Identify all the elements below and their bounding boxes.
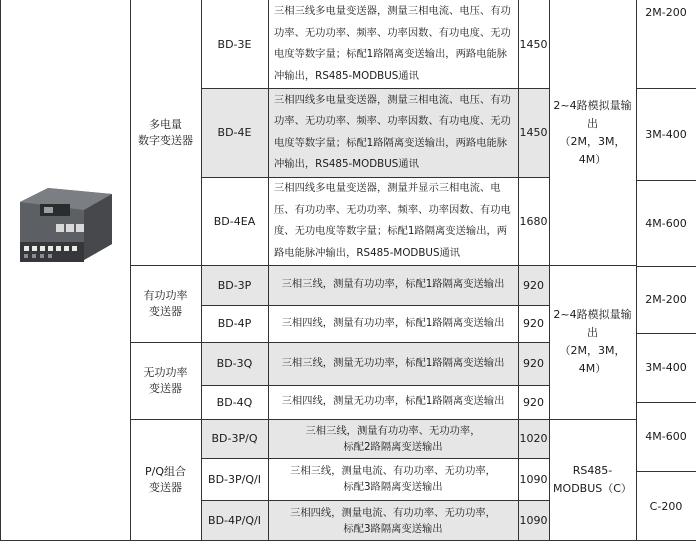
model-bd-3e: BD-3E	[217, 37, 252, 51]
option-4m-600-b: 4M-600	[645, 430, 687, 443]
model-bd-4p: BD-4P	[217, 317, 252, 330]
option-2m-200-a: 2M-200	[645, 5, 687, 19]
transmitter-device-image	[14, 180, 118, 276]
desc-bd-4pqi: 三相四线，测量电流、有功功率、无功功率， 标配3路隔离变送输出	[268, 500, 518, 541]
price-bd-3q: 920	[518, 342, 549, 385]
price-bd-4pqi: 1090	[518, 500, 549, 541]
output-type-analog-power: 2~4路模拟量输出 （2M，3M，4M）	[553, 308, 632, 375]
category-pq-combined: P/Q组合 变送器	[145, 465, 186, 494]
output-type-analog: 2~4路模拟量输出 （2M，3M，4M）	[553, 98, 632, 166]
option-3m-400-a: 3M-400	[645, 127, 687, 141]
option-2m-200-b: 2M-200	[645, 293, 687, 306]
model-bd-3pqi: BD-3P/Q/I	[208, 472, 261, 486]
price-bd-4ea: 1680	[519, 214, 548, 228]
price-bd-4q: 920	[523, 395, 544, 409]
category-multi-parameter: 多电量 数字变送器	[138, 117, 193, 147]
model-bd-4ea: BD-4EA	[213, 214, 256, 228]
desc-bd-3pq: 三相三线，测量有功功率、无功功率， 标配2路隔离变送输出	[268, 419, 518, 458]
model-bd-4pqi: BD-4P/Q/I	[201, 500, 268, 541]
output-type-rs485: RS485- MODBUS（C）	[553, 464, 632, 495]
desc-bd-4p: 三相四线，测量有功功率，标配1路隔离变送输出	[281, 316, 505, 329]
desc-bd-4q: 三相四线，测量无功功率，标配1路隔离变送输出	[281, 395, 505, 408]
desc-bd-4ea: 三相四线多电量变送器，测量并显示三相电流、电压、有功功率、无功功率、频率、功率因数、有功电度、无功电度等数字量；标配1路隔离变送输出，两路电能脉冲输出，RS485-MODBUS通讯	[274, 182, 511, 259]
model-bd-4q: BD-4Q	[216, 395, 253, 409]
desc-bd-4e: 三相四线多电量变送器，测量三相电流、电压、有功功率、无功功率、频率、功率因数、有功电度、无功电度等数字量；标配1路隔离变送输出，两路电能脉冲输出，RS485-MODBUS通讯	[268, 88, 518, 177]
model-bd-3pq: BD-3P/Q	[201, 419, 268, 458]
category-active-power: 有功功率 变送器	[143, 288, 188, 318]
price-bd-3pq: 1020	[518, 419, 549, 458]
model-bd-3p: BD-3P	[201, 265, 268, 305]
option-4m-600-a: 4M-600	[645, 216, 687, 230]
desc-bd-3q: 三相三线，测量无功功率，标配1路隔离变送输出	[268, 342, 518, 385]
category-reactive-power: 无功功率 变送器	[143, 365, 188, 395]
price-bd-4p: 920	[523, 317, 544, 330]
model-bd-3q: BD-3Q	[201, 342, 268, 385]
price-bd-3e: 1450	[519, 37, 548, 51]
option-c-200: C-200	[649, 499, 683, 513]
option-3m-400-b: 3M-400	[645, 361, 687, 374]
model-bd-4e: BD-4E	[201, 88, 268, 177]
price-bd-3pqi: 1090	[519, 472, 548, 486]
desc-bd-3e: 三相三线多电量变送器，测量三相电流、电压、有功功率、无功功率、频率、功率因数、有功电度、无功电度等数字量；标配1路隔离变送输出，两路电能脉冲输出，RS485-MODBUS通讯	[274, 5, 511, 82]
desc-bd-3pqi: 三相三线，测量电流、有功功率、无功功率， 标配3路隔离变送输出	[290, 465, 496, 493]
price-bd-3p: 920	[518, 265, 549, 305]
desc-bd-3p: 三相三线，测量有功功率，标配1路隔离变送输出	[268, 265, 518, 305]
price-bd-4e: 1450	[518, 88, 549, 177]
